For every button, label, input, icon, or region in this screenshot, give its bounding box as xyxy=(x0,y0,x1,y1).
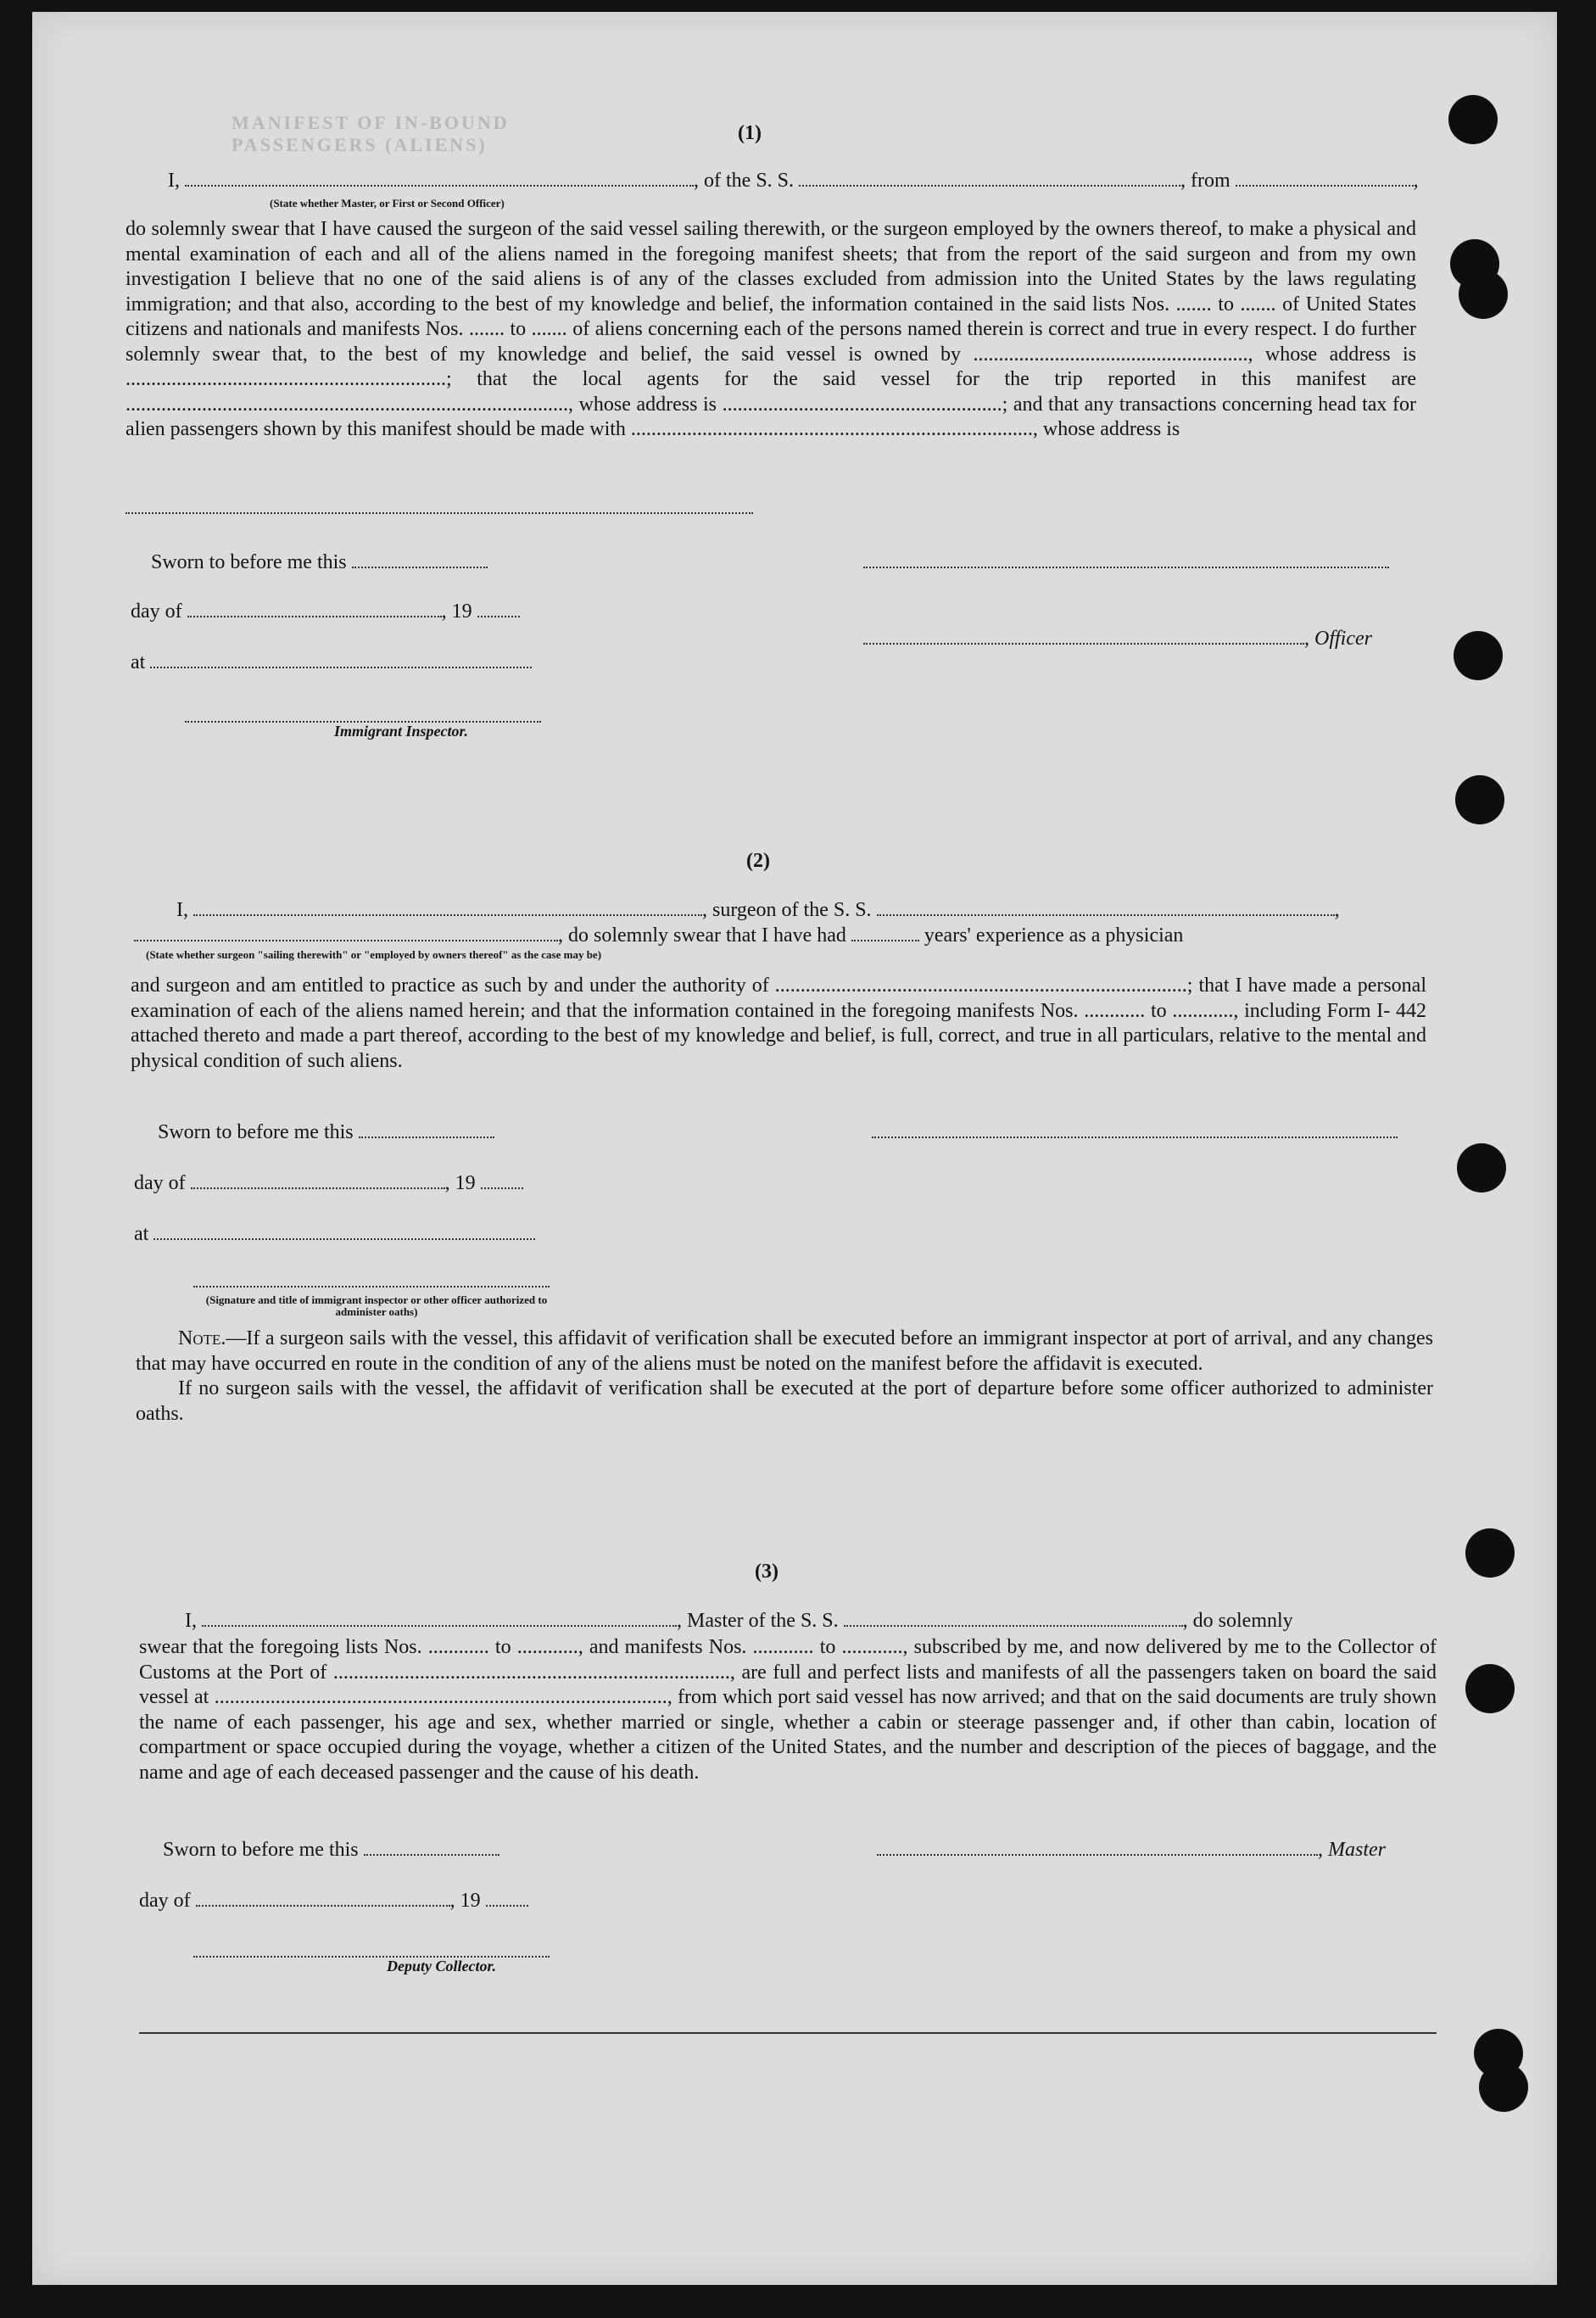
officer-signature-line-1 xyxy=(863,551,1389,574)
section-3-day-line: day of , 19 xyxy=(139,1890,528,1913)
surgeon-name-blank[interactable] xyxy=(193,899,702,916)
sworn-month-blank[interactable] xyxy=(187,600,442,617)
officer-signature-blank[interactable] xyxy=(863,628,1304,645)
s2-inspector-signature-blank[interactable] xyxy=(193,1271,550,1287)
deputy-signature-blank[interactable] xyxy=(193,1941,550,1958)
section-3-first-line: I, , Master of the S. S. , do solemnly xyxy=(185,1610,1293,1632)
binder-hole xyxy=(1457,1143,1506,1193)
vessel-name-blank[interactable] xyxy=(799,170,1180,187)
section-2-note: Note.—If a surgeon sails with the vessel, this affidavit of verification shall be executed before an immigrant inspector at port of arrival, and any changes that may have occurred en route in the condition of any of the aliens must be noted on the manifest before the affidavit is executed. If no surgeon sails with the vessel, the affidavit of verification shall be executed at the port of departure before some officer authorized to administer oaths. xyxy=(136,1327,1433,1425)
section-3-oath-body: swear that the foregoing lists Nos. ............ to ............, and manifests Nos. ............ to ............, subscribed by me, and now delivered by me to the Collector of Customs at the Port of .............................................................................., are full and perfect lists and manifests of all the passengers taken on board the said vessel at ........................................................................................., from which port said vessel has now arrived; and that on the said documents are truly shown the name of each passenger, his age and sex, whether married or single, whether a cabin or steerage passenger and, if other than cabin, location of compartment or space occupied during the voyage, whether a citizen of the United States, and the number and description of the pieces of baggage, and the name and age of each deceased passenger and the cause of his death. xyxy=(139,1636,1437,1784)
section-3-sworn-line: Sworn to before me this xyxy=(163,1839,499,1862)
section-1-sworn-line: Sworn to before me this xyxy=(151,551,488,574)
s3-sworn-month-blank[interactable] xyxy=(196,1890,450,1907)
section-1-at-line: at xyxy=(131,651,532,674)
section-2-second-line: , do solemnly swear that I have had years' experience as a physician xyxy=(134,924,1183,947)
surgeon-signature-line xyxy=(872,1121,1398,1144)
section-3-number: (3) xyxy=(755,1561,778,1583)
deputy-collector-caption: Deputy Collector. xyxy=(387,1958,496,1974)
section-1-address-line xyxy=(126,497,753,520)
master-name-blank[interactable] xyxy=(202,1610,677,1627)
bleed-through-header: MANIFEST OF IN-BOUND PASSENGERS (ALIENS) xyxy=(232,112,510,155)
officer-name-blank[interactable] xyxy=(185,170,694,187)
section-2-at-line: at xyxy=(134,1223,535,1246)
deputy-signature-line xyxy=(193,1941,550,1963)
officer-rank-caption: (State whether Master, or First or Second Officer) xyxy=(270,197,505,209)
s3-vessel-blank[interactable] xyxy=(844,1610,1183,1627)
immigrant-inspector-caption: Immigrant Inspector. xyxy=(334,723,469,740)
binder-hole xyxy=(1448,95,1498,144)
s2-signature-caption: (Signature and title of immigrant inspector or other officer authorized to administer oaths) xyxy=(205,1293,548,1318)
departure-port-blank[interactable] xyxy=(1236,170,1414,187)
s3-sworn-day-blank[interactable] xyxy=(364,1839,499,1856)
manifest-page xyxy=(32,12,1557,2285)
s2-inspector-signature-line xyxy=(193,1271,550,1293)
years-experience-blank[interactable] xyxy=(851,924,919,941)
sworn-day-blank[interactable] xyxy=(352,551,488,568)
officer-signature-line-2: , Officer xyxy=(863,628,1372,651)
head-tax-address-blank[interactable] xyxy=(126,497,753,514)
master-signature-line: , Master xyxy=(877,1839,1386,1862)
s2-sworn-month-blank[interactable] xyxy=(191,1172,445,1189)
binder-hole xyxy=(1465,1664,1515,1713)
sworn-place-blank[interactable] xyxy=(150,651,532,668)
s2-sworn-day-blank[interactable] xyxy=(359,1121,494,1138)
section-2-first-line: I, , surgeon of the S. S. , xyxy=(176,899,1340,921)
section-1-number: (1) xyxy=(738,122,762,144)
s2-sworn-year-blank[interactable] xyxy=(481,1172,523,1189)
binder-hole xyxy=(1465,1528,1515,1578)
inspector-signature-blank[interactable] xyxy=(185,706,541,723)
officer-signature-blank-top[interactable] xyxy=(863,551,1389,568)
section-2-sworn-line: Sworn to before me this xyxy=(158,1121,494,1144)
binder-hole xyxy=(1454,631,1503,680)
bottom-rule xyxy=(139,2032,1437,2034)
surgeon-status-blank[interactable] xyxy=(134,924,558,941)
s3-sworn-year-blank[interactable] xyxy=(486,1890,528,1907)
binder-hole xyxy=(1455,775,1504,824)
surgeon-status-caption: (State whether surgeon "sailing therewith" or "employed by owners thereof" as the case may be) xyxy=(146,948,602,961)
sworn-year-blank[interactable] xyxy=(477,600,520,617)
binder-hole xyxy=(1479,2063,1528,2112)
surgeon-signature-blank[interactable] xyxy=(872,1121,1398,1138)
section-1-oath-body: do solemnly swear that I have caused the surgeon of the said vessel sailing therewith, or the surgeon employed by the owners thereof, to make a physical and mental examination of each and all of the aliens named in the foregoing manifest sheets; that from the report of the said surgeon and from my own investigation I believe that no one of the said aliens is of any of the classes excluded from admission into the United States by the laws regulating immigration; and that also, according to the best of my knowledge and belief, the information contained in the said lists Nos. ....... to ....... of United States citizens and nationals and manifests Nos. ....... to ....... of aliens concerning each of the persons named therein is correct and true in every respect. I do further solemnly swear that, to the best of my knowledge and belief, the said vessel is owned by ......................................................, whose address is ...............................................................; that the local agents for the said vessel for the trip reported in this manifest are ......................................................................................., whose address is .......................................................; and that any transactions concerning head tax for alien passengers shown by this manifest should be made with ..............................................................................., whose address is xyxy=(126,218,1416,440)
master-signature-blank[interactable] xyxy=(877,1839,1318,1856)
section-2-number: (2) xyxy=(746,850,770,872)
section-2-oath-body: and surgeon and am entitled to practice as such by and under the authority of .................................................................................; that I have made a personal examination of each of the aliens named herein; and that the information contained in the foregoing manifests Nos. ............ to ............, including Form I- 442 attached thereto and made a part thereof, according to the best of my knowledge and belief, is full, correct, and true in all particulars, relative to the mental and physical condition of such aliens. xyxy=(131,975,1426,1072)
note-label: Note. xyxy=(178,1327,226,1349)
binder-hole xyxy=(1459,270,1508,319)
section-1-first-line: I, , of the S. S. , from , xyxy=(168,170,1419,192)
s2-sworn-place-blank[interactable] xyxy=(153,1223,535,1240)
surgeon-vessel-blank[interactable] xyxy=(877,899,1335,916)
section-1-day-line: day of , 19 xyxy=(131,600,520,623)
section-2-day-line: day of , 19 xyxy=(134,1172,523,1195)
